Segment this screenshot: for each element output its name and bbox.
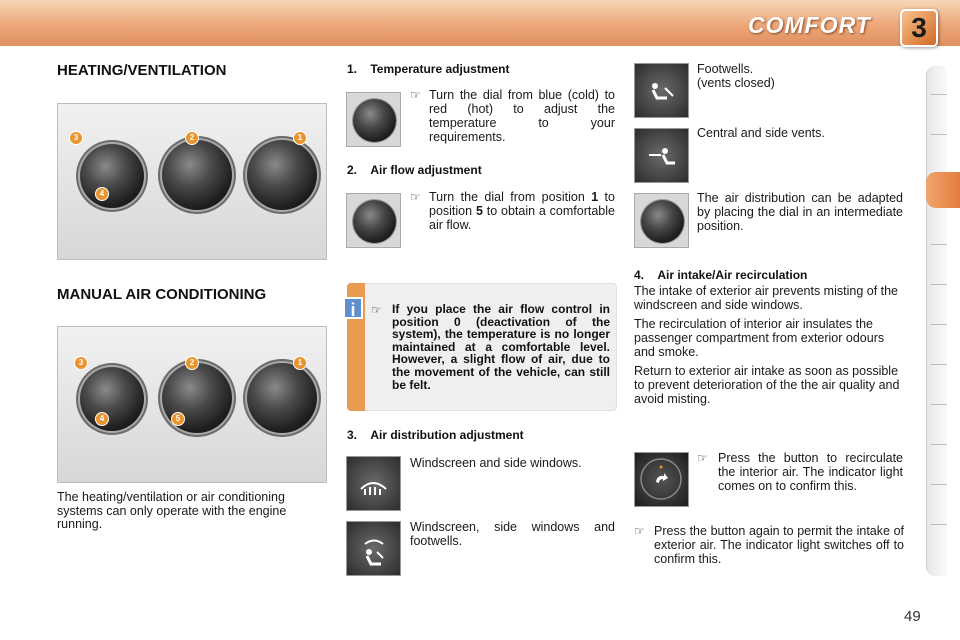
heading-manual-air-conditioning: MANUAL AIR CONDITIONING bbox=[57, 286, 267, 303]
section-2-text bbox=[429, 190, 615, 232]
air-intake-paragraphs bbox=[634, 284, 904, 406]
paragraph-return-exterior: Return to exterior air intake as soon as possible to prevent deterioration of the the air quality and avoid misting. bbox=[634, 364, 900, 406]
callout-number: 1 bbox=[293, 131, 307, 145]
press-again-text: Press the button again to permit the intake of exterior air. The indicator light switches off to confirm this. bbox=[654, 524, 904, 566]
callout-number: 2 bbox=[185, 131, 199, 145]
footwell-thumbnail bbox=[634, 63, 689, 118]
central-side-vents-label: Central and side vents. bbox=[697, 126, 825, 140]
engine-running-note: The heating/ventilation or air conditioning systems can only operate with the engine running. bbox=[57, 490, 287, 531]
chapter-number-badge: 3 bbox=[900, 9, 938, 47]
press-recirculate-text: Press the button to recirculate the interior air. The indicator light comes on to confirm this. bbox=[718, 451, 903, 493]
temperature-dial bbox=[353, 99, 396, 142]
chapter-tab-strip[interactable] bbox=[926, 66, 947, 576]
windscreen-footwell-thumbnail bbox=[346, 521, 401, 576]
section-1-instruction bbox=[410, 88, 615, 144]
footwells-label bbox=[697, 62, 775, 90]
footwell-icon bbox=[635, 64, 688, 117]
tab-divider bbox=[931, 94, 947, 95]
airflow-dial bbox=[162, 140, 232, 210]
callout-number: 3 bbox=[69, 131, 83, 145]
page-number: 49 bbox=[904, 608, 921, 625]
section-4-title: 4. Air intake/Air recirculation bbox=[634, 268, 808, 282]
text-fragment: (deactivation of the system), the temperature is no longer maintained at a comfortable level. However, a slight flow of air, due to the movement of the vehicle, can still be felt. bbox=[392, 314, 610, 392]
windscreen-demist-icon bbox=[347, 457, 400, 510]
face-vents-icon bbox=[635, 129, 688, 182]
callout-number: 5 bbox=[171, 412, 185, 426]
section-1-title: 1. Temperature adjustment bbox=[347, 62, 510, 76]
heating-control-panel-image bbox=[57, 103, 327, 260]
section-2-instruction bbox=[410, 190, 615, 232]
hand-pointer-icon: ☞ bbox=[410, 88, 421, 102]
temperature-dial bbox=[247, 363, 317, 433]
section-1-text: Turn the dial from blue (cold) to red (hot) to adjust the temperature to your requirements. bbox=[429, 88, 615, 144]
chapter-title: COMFORT bbox=[748, 12, 871, 38]
distribution-dial bbox=[80, 367, 144, 431]
info-box-text bbox=[392, 303, 610, 391]
vents-closed-text: (vents closed) bbox=[697, 76, 775, 90]
tab-divider bbox=[931, 484, 947, 485]
face-vents-thumbnail bbox=[634, 128, 689, 183]
callout-number: 4 bbox=[95, 187, 109, 201]
windscreen-side-footwells-label: Windscreen, side windows and footwells. bbox=[410, 520, 615, 548]
recirculation-instruction bbox=[697, 451, 903, 493]
footwells-text: Footwells. bbox=[697, 62, 754, 76]
hand-pointer-icon: ☞ bbox=[634, 524, 645, 538]
exterior-air-instruction bbox=[634, 524, 904, 566]
text-fragment: Turn the dial from position bbox=[429, 190, 585, 204]
windscreen-demist-thumbnail bbox=[346, 456, 401, 511]
text-fragment: If you place the air flow control in position bbox=[392, 302, 610, 329]
airflow-dial-thumbnail bbox=[346, 193, 401, 248]
tab-divider bbox=[931, 404, 947, 405]
windscreen-side-windows-label: Windscreen and side windows. bbox=[410, 456, 582, 470]
intermediate-position-text: The air distribution can be adapted by placing the dial in an intermediate position. bbox=[697, 191, 903, 233]
tab-divider bbox=[931, 244, 947, 245]
tab-divider bbox=[931, 524, 947, 525]
callout-number: 2 bbox=[185, 356, 199, 370]
callout-number: 1 bbox=[293, 356, 307, 370]
tab-divider bbox=[931, 134, 947, 135]
distribution-dial bbox=[80, 144, 144, 208]
hand-pointer-icon: ☞ bbox=[697, 451, 708, 465]
hand-pointer-icon: ☞ bbox=[371, 303, 382, 317]
heading-heating-ventilation: HEATING/VENTILATION bbox=[57, 62, 227, 79]
text-fragment: to position bbox=[429, 190, 615, 218]
temperature-dial bbox=[247, 140, 317, 210]
text-fragment: to obtain a comfortable air flow. bbox=[429, 204, 615, 232]
tab-divider bbox=[931, 324, 947, 325]
hand-pointer-icon: ☞ bbox=[410, 190, 421, 204]
info-icon: i bbox=[343, 297, 363, 319]
tab-divider bbox=[931, 284, 947, 285]
callout-number: 3 bbox=[74, 356, 88, 370]
section-3-title: 3. Air distribution adjustment bbox=[347, 428, 524, 442]
position-number: 5 bbox=[475, 204, 483, 218]
position-number: 0 bbox=[454, 314, 461, 329]
distribution-dial bbox=[641, 200, 684, 243]
tab-divider bbox=[931, 444, 947, 445]
airflow-dial bbox=[353, 200, 396, 243]
recirculation-icon bbox=[635, 453, 688, 506]
temperature-dial-thumbnail bbox=[346, 92, 401, 147]
active-chapter-tab[interactable] bbox=[926, 172, 960, 208]
windscreen-footwell-icon bbox=[347, 522, 400, 575]
section-2-title: 2. Air flow adjustment bbox=[347, 163, 482, 177]
position-number: 1 bbox=[591, 190, 599, 204]
tab-divider bbox=[931, 364, 947, 365]
recirculation-button-thumbnail bbox=[634, 452, 689, 507]
paragraph-recirculation: The recirculation of interior air insulates the passenger compartment from exterior odours and smoke. bbox=[634, 317, 885, 359]
callout-number: 4 bbox=[95, 412, 109, 426]
distribution-dial-thumbnail bbox=[634, 193, 689, 248]
paragraph-exterior-air: The intake of exterior air prevents misting of the windscreen and side windows. bbox=[634, 284, 899, 312]
ac-control-panel-image bbox=[57, 326, 327, 483]
